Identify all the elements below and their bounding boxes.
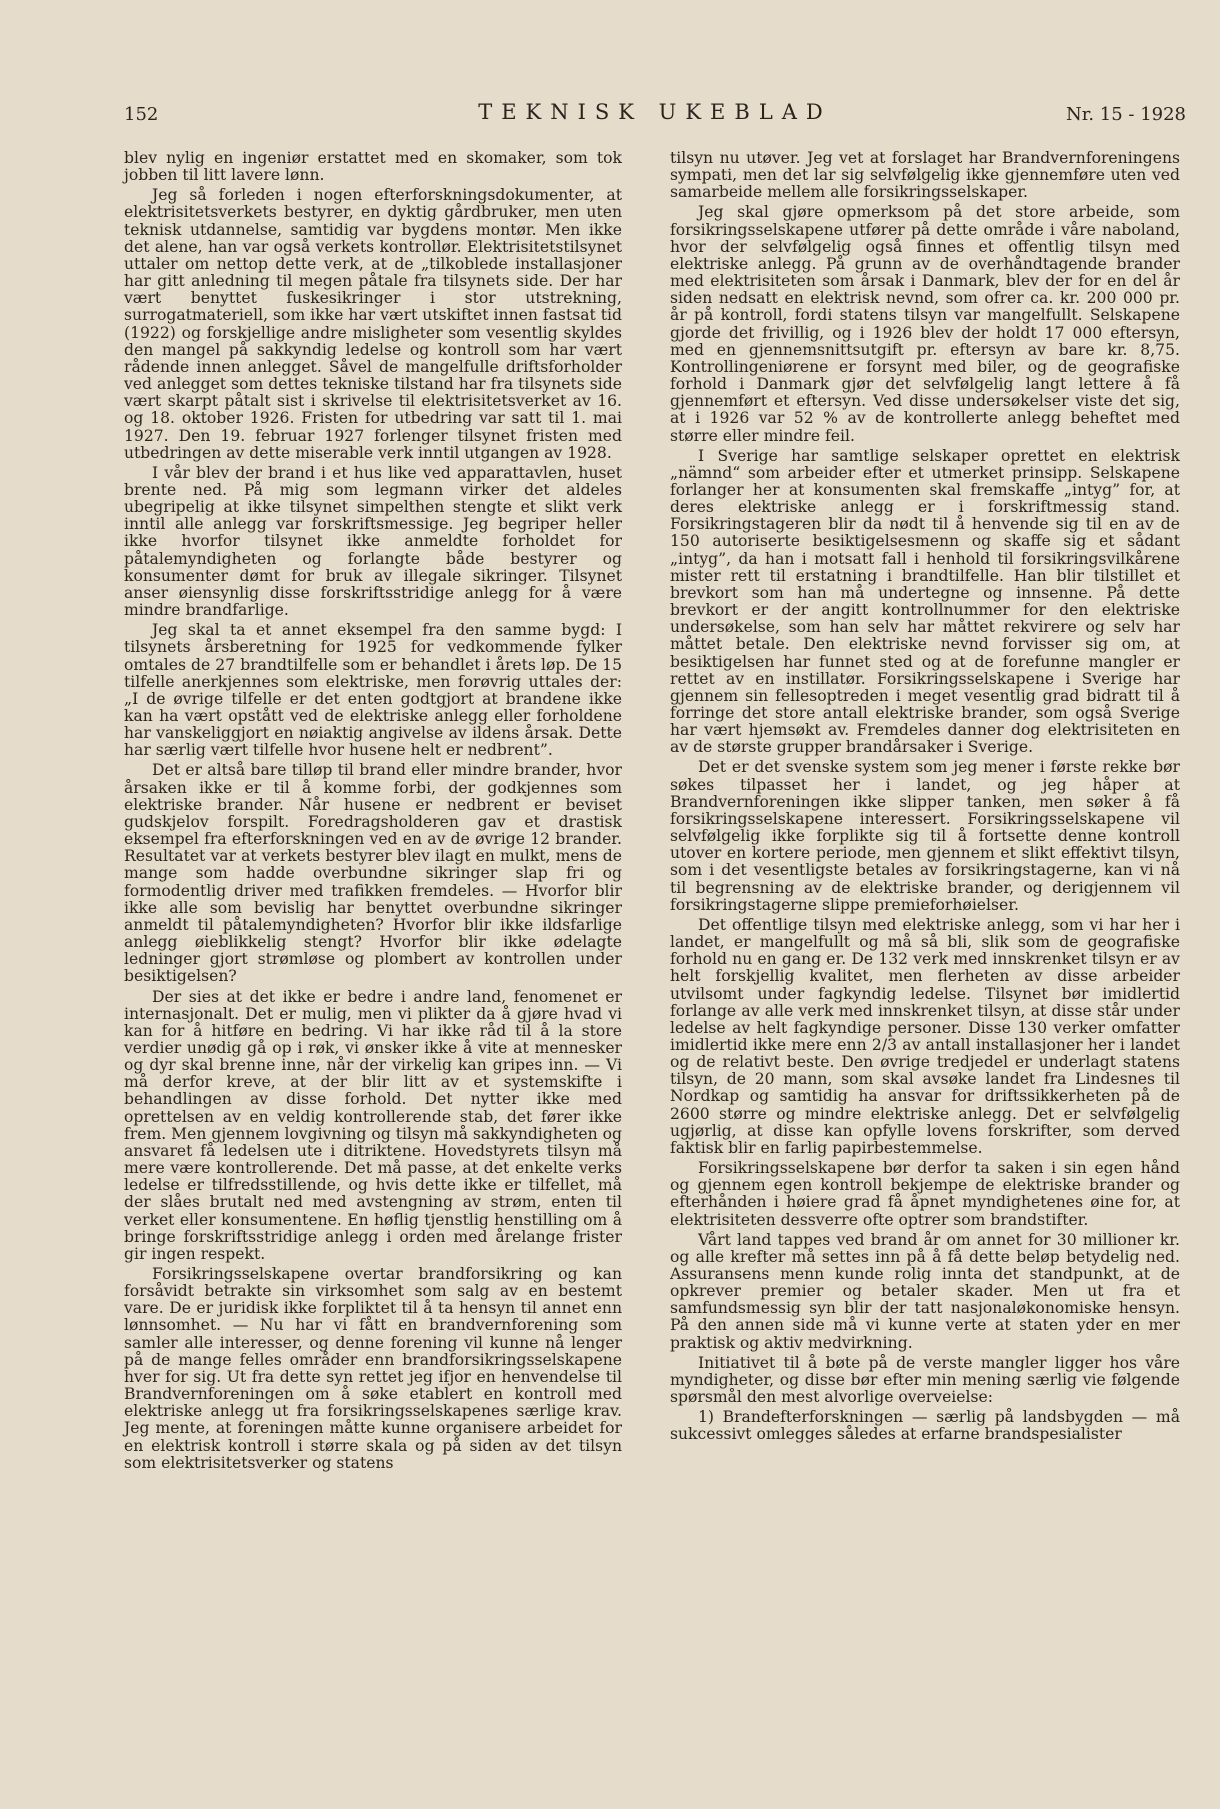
journal-title: TEKNISK UKEBLAD <box>478 100 832 124</box>
paragraph: Initiativet til å bøte på de verste mangler ligger hos våre myndigheter, og disse bør efter min mening særlig vie følgende spørsmål den mest alvorlige overveielse: <box>670 1353 1180 1407</box>
paragraph: Der sies at det ikke er bedre i andre land, fenomenet er internasjonalt. Det er mulig, men vi plikter da å gjøre hvad vi kan for å hitføre en bedring. Vi har ikke råd til å la store verdier unødig gå op i røk, vi ønsker ikke å vite at mennesker og dyr skal brenne inne, når der virkelig kan gripes inn. — Vi må derfor kreve, at der blir litt av et systemskifte i behandlingen av disse forhold. Det nytter ikke med oprettelsen av en veldig kontrollerende stab, det fører ikke frem. Men gjennem lovgivning og tilsyn må sakkyndigheten og ansvaret få ledelsen ute i ditriktene. Hovedstyrets tilsyn må mere være kontrollerende. Det må passe, at det enkelte verks ledelse er tilfredsstillende, og hvis dette ikke er tilfellet, må der slåes brutalt ned med avstengning av strøm, enten til verket eller konsumentene. En høflig tjenstlig henstilling om å bringe forskriftsstridige anlegg i orden med årelange frister gir ingen respekt. <box>124 987 622 1263</box>
paragraph: I Sverige har samtlige selskaper oprettet en elektrisk „nämnd“ som arbeider efter et utmerket prinsipp. Selskapene forlanger her at konsumenten skal fremskaffe „intyg” for, at deres elektriske anlegg er i forskriftmessig stand. Forsikringstageren blir da nødt til å henvende sig til en av de 150 autoriserte besiktigelsesmenn og skaffe sig et sådant „intyg”, da han i motsatt fall i henhold til forsikringsvilkårene mister rett til erstatning i brandtilfelle. Han blir tilstillet et brevkort som han må undertegne og innsenne. På dette brevkort er der angitt kontrollnummer for den elektriske undersøkelse, som han selv har måttet rekvirere og selv har måttet betale. Den elektriske nevnd forvisser sig om, at besiktigelsen har funnet sted og at de forefunne mangler er rettet av en instillatør. Forsikringsselskapene i Sverige har gjennem sin fellesoptreden i meget vesentlig grad bidratt til å forringe det store antall elektriske brander, som også Sverige har vært hjemsøkt av. Fremdeles danner dog elektrisiteten en av de største grupper brandårsaker i Sverige. <box>670 446 1180 757</box>
page-header <box>124 100 1186 130</box>
paragraph: Jeg så forleden i nogen efterforskningsdokumenter, at elektrisitetsverkets bestyrer, en dyktig gårdbruker, men uten teknisk utdannelse, samtidig var bygdens montør. Men ikke det alene, han var også verkets kontrollør. Elektrisitetstilsynet uttaler om nettop dette verk, at de „tilkoblede installasjoner har gitt anledning til megen påtale fra tilsynets side. Der har vært benyttet fuskesikringer i stor utstrekning, surrogatmateriell, som ikke har vært utskiftet innen fastsat tid (1922) og forskjellige andre misligheter som vesentlig skyldes den mangel på sakkyndig ledelse og kontroll som har vært rådende innen anlegget. Såvel de mangelfulle driftsforholder ved anlegget som dettes tekniske tilstand har fra tilsynets side vært skarpt påtalt sist i skrivelse til elektrisitetsverket av 16. og 18. oktober 1926. Fristen for utbedring var satt til 1. mai 1927. Den 19. februar 1927 forlenger tilsynet fristen med utbedringen av dette miserable verk inntil utgangen av 1928. <box>124 186 622 462</box>
page-number: 152 <box>124 104 159 125</box>
paragraph: Det offentlige tilsyn med elektriske anlegg, som vi har her i landet, er mangelfullt og må så bli, slik som de geografiske forhold nu en gang er. De 132 verk med innskrenket tilsyn er av helt forskjellig kvalitet, men flerheten av disse arbeider utvilsomt under fagkyndig ledelse. Tilsynet bør imidlertid forlange av alle verk med innskrenket tilsyn, at disse står under ledelse av helt fagkyndige personer. Disse 130 verker omfatter imidlertid ikke mere enn 2/3 av antall installasjoner her i landet og de relativt beste. Den øvrige tredjedel er underlagt statens tilsyn, de 20 mann, som skal avsøke landet fra Lindesnes til Nordkap og samtidig ha ansvar for driftssikkerheten på de 2600 større og mindre elektriske anlegg. Det er selvfølgelig ugjørlig, at disse kan opfylle lovens forskrifter, som derved faktisk blir en farlig papirbestemmelse. <box>670 915 1180 1157</box>
paragraph: Forsikringsselskapene bør derfor ta saken i sin egen hånd og gjennem egen kontroll bekjempe de elektriske brander og efterhånden i høiere grad få åpnet myndighetenes øine for, at elektrisiteten dessverre ofte optrer som brandstifter. <box>670 1159 1180 1229</box>
paragraph: I vår blev der brand i et hus like ved apparattavlen, huset brente ned. På mig som legmann virker det aldeles ubegripelig at ikke tilsynet simpelthen stengte et slikt verk inntil alle anlegg var forskriftsmessige. Jeg begriper heller ikke hvorfor tilsynet ikke anmeldte forholdet for påtalemyndigheten og forlangte både bestyrer og konsumenter dømt for bruk av illegale sikringer. Tilsynet anser øiensynlig disse forskriftsstridige anlegg for å være mindre brandfarlige. <box>124 463 622 620</box>
right-column <box>670 150 1180 1444</box>
paragraph: Forsikringsselskapene overtar brandforsikring og kan forsåvidt betrakte sin virksomhet som salg av en bestemt vare. De er juridisk ikke forpliktet til å ta hensyn til annet enn lønnsomhet. — Nu har vi fått en brandvernforening som samler alle interesser, og denne forening vil kunne nå lenger på de mange felles områder enn brandforsikringsselskapene hver for sig. Ut fra dette syn rettet jeg ifjor en henvendelse til Brandvernforeningen om å søke etablert en kontroll med elektriske anlegg ut fra forsikringsselskapenes særlige krav. Jeg mente, at foreningen måtte kunne organisere arbeidet for en elektrisk kontroll i større skala og på siden av det tilsyn som elektrisitetsverker og statens <box>124 1265 622 1472</box>
paragraph: Det er det svenske system som jeg mener i første rekke bør søkes tilpasset her i landet, og jeg håper at Brandvernforeningen ikke slipper tanken, men søker å få forsikringsselskapene interessert. Forsikringsselskapene vil selvfølgelig ikke forplikte sig til å fortsette denne kontroll utover en kortere periode, men gjennem et slikt effektivt tilsyn, som i det vesentligste betales av forsikringstagerne, kan vi nå til begrensning av de elektriske brander, og derigjennem vil forsikringstagerne slippe premieforhøielser. <box>670 758 1180 914</box>
paragraph: blev nylig en ingeniør erstattet med en skomaker, som tok jobben til litt lavere lønn. <box>124 149 622 185</box>
issue-number: Nr. 15 - 1928 <box>1065 104 1186 125</box>
paragraph: Det er altså bare tilløp til brand eller mindre brander, hvor årsaken ikke er til å komme forbi, der godkjennes som elektriske brander. Når husene er nedbrent er beviset gudskjelov forspilt. Foredragsholderen gav et drastisk eksempel fra efterforskningen ved en av de øvrige 12 brander. Resultatet var at verkets bestyrer blev ilagt en mulkt, mens de mange som hadde overbundne sikringer slap fri og formodentlig driver med trafikken fremdeles. — Hvorfor blir ikke alle som bevislig har benyttet overbundne sikringer anmeldt til påtalemyndigheten? Hvorfor blir ikke ildsfarlige anlegg øieblikkelig stengt? Hvorfor blir ikke ødelagte ledninger gjort strømløse og plombert av kontrollen under besiktigelsen? <box>124 761 622 986</box>
left-column <box>124 150 622 1472</box>
paragraph: tilsyn nu utøver. Jeg vet at forslaget har Brandvernforeningens sympati, men det lar sig selvfølgelig ikke gjennemføre uten ved samarbeide mellem alle forsikringsselskaper. <box>670 149 1180 202</box>
paragraph: 1) Brandefterforskningen — særlig på landsbygden — må sukcessivt omlegges således at erfarne brandspesialister <box>670 1408 1180 1444</box>
paragraph: Jeg skal gjøre opmerksom på det store arbeide, som forsikringsselskapene utfører på dette område i våre naboland, hvor der selvfølgelig også finnes et offentlig tilsyn med elektriske anlegg. På grunn av de overhåndtagende brander med elektrisiteten som årsak i Danmark, blev der for en del år siden nedsatt en elektrisk nevnd, som ofrer ca. kr. 200 000 pr. år på kontroll, fordi statens tilsyn var mangelfullt. Selskapene gjorde det frivillig, og i 1926 blev der holdt 17 000 eftersyn, med en gjennemsnittsutgift pr. eftersyn av bare kr. 8,75. Kontrollingeniørene er forsynt med biler, og de geografiske forhold i Danmark gjør det selvfølgelig langt lettere å få gjennemført et eftersyn. Ved disse undersøkelser viste det sig, at i 1926 var 52 % av de kontrollerte anlegg beheftet med større eller mindre feil. <box>670 203 1180 445</box>
paragraph: Jeg skal ta et annet eksempel fra den samme bygd: I tilsynets årsberetning for 1925 for vedkommende fylker omtales de 27 brandtilfelle som er behandlet i årets løp. De 15 tilfelle anerkjennes som elektriske, men forøvrig uttales der: „I de øvrige tilfelle er det enten godtgjort at brandene ikke kan ha vært opstått ved de elektriske anlegg eller forholdene har vanskeliggjort en nøiaktig angivelse av ildens årsak. Dette har særlig vært tilfelle hvor husene helt er nedbrent”. <box>124 621 622 760</box>
paragraph: Vårt land tappes ved brand år om annet for 30 millioner kr. og alle krefter må settes inn på å få dette beløp betydelig ned. Assuransens menn kunde rolig innta det standpunkt, at de opkrever premier og betaler skader. Men ut fra et samfundsmessig syn blir der tatt nasjonaløkonomiske hensyn. På den annen side må vi kunne verte at staten yder en mer praktisk og aktiv medvirkning. <box>670 1230 1180 1352</box>
